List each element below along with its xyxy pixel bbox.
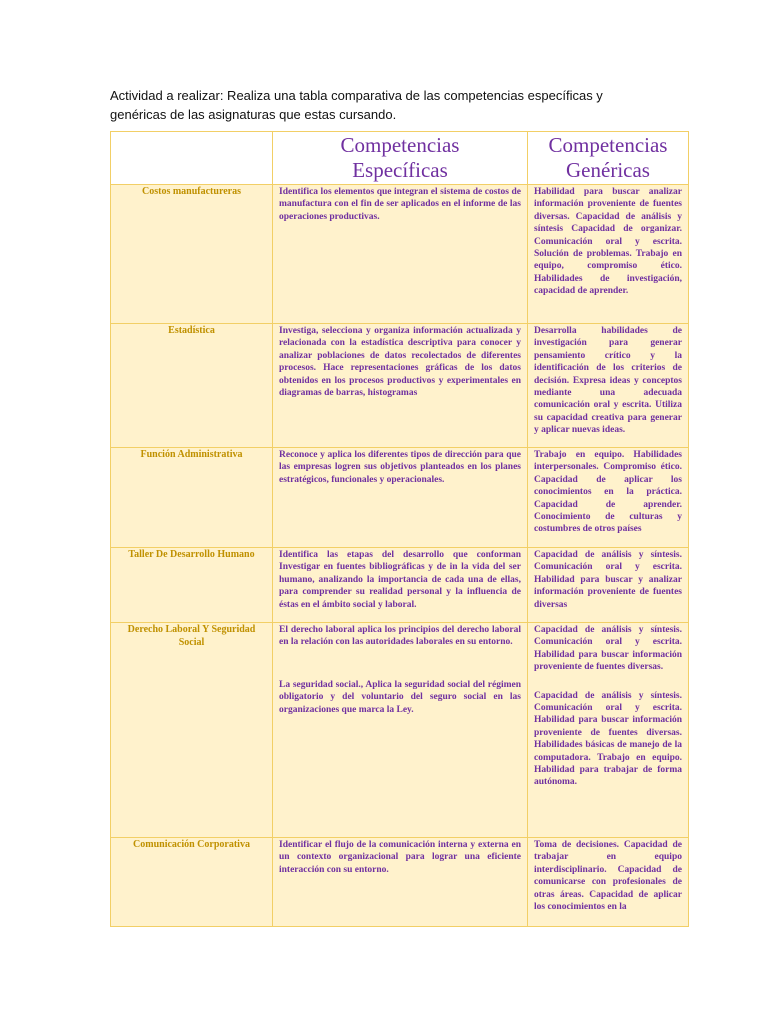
header-genericas-line-2: Genéricas bbox=[566, 158, 650, 182]
especificas-cell bbox=[273, 448, 528, 548]
especificas-text: El derecho laboral aplica los principios del derecho laboral en la relación con las autoridades laborales en su entorno. bbox=[279, 625, 521, 648]
comparison-table bbox=[110, 131, 689, 927]
genericas-text: Capacidad de análisis y síntesis. Comunicación oral y escrita. Habilidad para buscar información proveniente de fuentes diversas. Habilidades básicas de manejo de la computadora. Trabajo en equipo. Habilidad para trabajar de forma autónoma. bbox=[534, 690, 682, 788]
instructions-line-1: Actividad a realizar: Realiza una tabla comparativa de las competencias específicas y bbox=[110, 88, 603, 103]
header-especificas-line-1: Competencias bbox=[340, 133, 460, 157]
header-competencias-genericas bbox=[528, 132, 689, 185]
especificas-cell bbox=[273, 548, 528, 623]
table-row bbox=[111, 448, 689, 548]
genericas-text: Habilidad para buscar analizar información proveniente de fuentes diversas. Capacidad de análisis y síntesis Capacidad de organizar. Comunicación oral y escrita. Solución de problemas. Trabajo en equipo, compromiso ético. Habilidades de investigación, capacidad de aprender. bbox=[534, 187, 682, 297]
especificas-cell bbox=[273, 838, 528, 927]
subject-cell: Costos manufactureras bbox=[111, 185, 273, 324]
especificas-cell bbox=[273, 185, 528, 324]
table-row bbox=[111, 548, 689, 623]
genericas-text: Toma de decisiones. Capacidad de trabajar en equipo interdisciplinario. Capacidad de comunicarse con profesionales de otras áreas. Capacidad de aplicar los conocimientos en la bbox=[534, 840, 682, 913]
genericas-cell bbox=[528, 185, 689, 324]
header-row bbox=[111, 132, 689, 185]
genericas-cell bbox=[528, 324, 689, 448]
table-row bbox=[111, 623, 689, 838]
activity-instructions bbox=[110, 86, 650, 124]
subject-cell: Taller De Desarrollo Humano bbox=[111, 548, 273, 623]
genericas-text: Capacidad de análisis y síntesis. Comunicación oral y escrita. Habilidad para buscar y analizar información proveniente de fuentes diversas bbox=[534, 550, 682, 610]
genericas-cell bbox=[528, 623, 689, 838]
header-genericas-line-1: Competencias bbox=[548, 133, 668, 157]
header-especificas-line-2: Específicas bbox=[352, 158, 448, 182]
especificas-text: Investiga, selecciona y organiza información actualizada y relacionada con la estadística descriptiva para conocer y analizar poblaciones de datos recolectados de diferentes procesos. Hace representaciones gráficas de los datos obtenidos en los procesos productivos y experimentales en diagramas de barras, histogramas bbox=[279, 326, 521, 399]
instructions-line-2: genéricas de las asignaturas que estas cursando. bbox=[110, 107, 397, 122]
especificas-text: Identifica las etapas del desarrollo que conforman Investigar en fuentes bibliográficas y de in la vida del ser humano, analizando la importancia de cada una de ellas, para comprender su realidad personal y la influencia de éstas en el ámbito social y laboral. bbox=[279, 550, 521, 610]
subject-cell: Derecho Laboral Y Seguridad Social bbox=[111, 623, 273, 838]
table-row bbox=[111, 324, 689, 448]
table-row bbox=[111, 185, 689, 324]
table-row bbox=[111, 838, 689, 927]
genericas-text: Desarrolla habilidades de investigación para generar pensamiento crítico y la identificación de los criterios de decisión. Expresa ideas y conceptos mediante una adecuada comunicación oral y escrita. Utiliza su capacidad creativa para generar y aplicar nuevas ideas. bbox=[534, 326, 682, 436]
genericas-text: Capacidad de análisis y síntesis. Comunicación oral y escrita. Habilidad para buscar información proveniente de fuentes diversas. bbox=[534, 625, 682, 673]
subject-cell: Función Administrativa bbox=[111, 448, 273, 548]
genericas-cell bbox=[528, 448, 689, 548]
header-blank-cell bbox=[111, 132, 273, 185]
genericas-cell bbox=[528, 548, 689, 623]
especificas-text: Identificar el flujo de la comunicación interna y externa en un contexto organizacional para lograr una eficiente interacción con su entorno. bbox=[279, 840, 521, 875]
especificas-cell bbox=[273, 623, 528, 838]
especificas-cell bbox=[273, 324, 528, 448]
especificas-text: Identifica los elementos que integran el sistema de costos de manufactura con el fin de ser aplicados en el informe de las operaciones productivas. bbox=[279, 187, 521, 222]
genericas-text: Trabajo en equipo. Habilidades interpersonales. Compromiso ético. Capacidad de aplicar los conocimientos en la práctica. Capacidad de aprender. Conocimiento de culturas y costumbres de otros países bbox=[534, 450, 682, 535]
header-competencias-especificas bbox=[273, 132, 528, 185]
especificas-text: La seguridad social., Aplica la seguridad social del régimen obligatorio y del voluntario del seguro social en las organizaciones que marca la Ley. bbox=[279, 679, 521, 715]
subject-cell: Estadística bbox=[111, 324, 273, 448]
subject-cell: Comunicación Corporativa bbox=[111, 838, 273, 927]
especificas-text: Reconoce y aplica los diferentes tipos de dirección para que las empresas logren sus objetivos planteados en los planes estratégicos, funcionales y operacionales. bbox=[279, 450, 521, 485]
genericas-cell bbox=[528, 838, 689, 927]
